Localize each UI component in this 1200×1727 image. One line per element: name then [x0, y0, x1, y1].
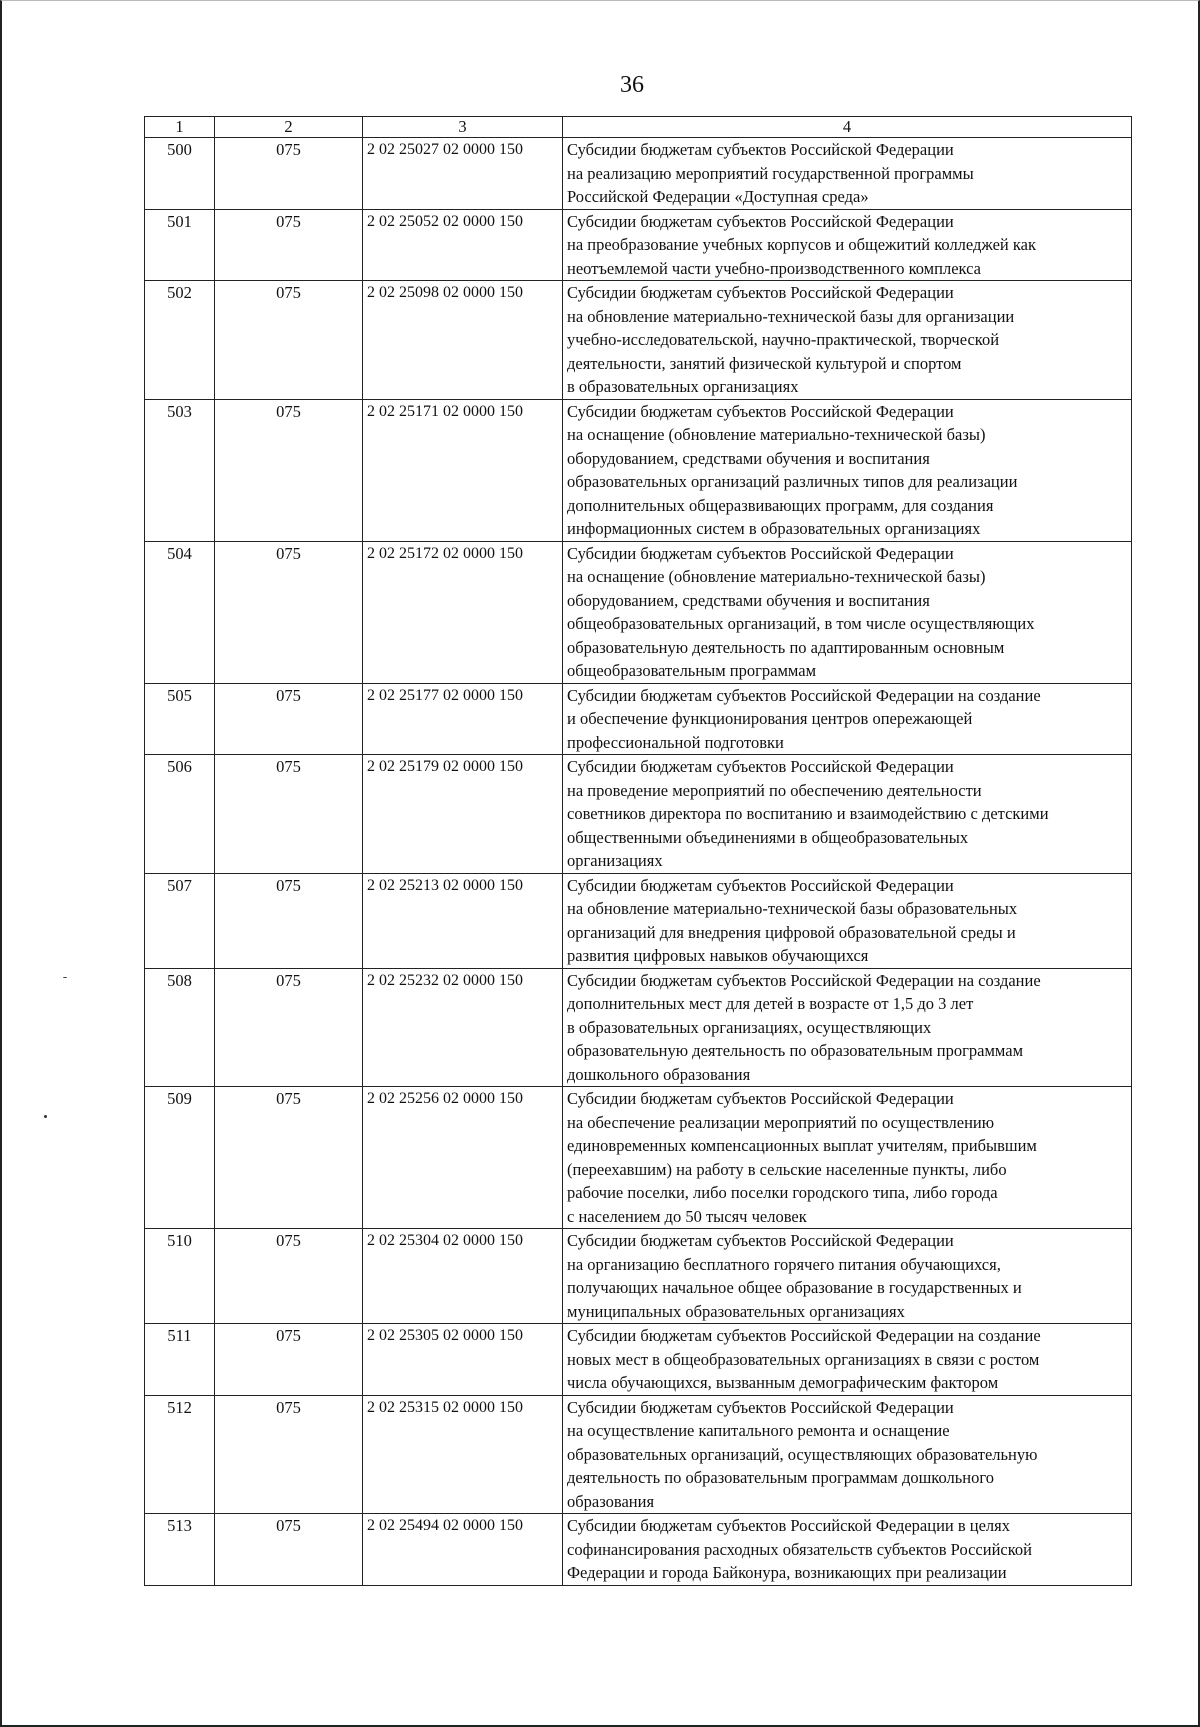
table-row	[145, 873, 1132, 968]
description-line: в образовательных организациях, осуществляющих	[567, 1017, 932, 1037]
description-line: информационных систем в образовательных организациях	[567, 519, 981, 538]
description-line: деятельность по образовательным программам дошкольного	[567, 1468, 994, 1487]
description-line: на проведение мероприятий по обеспечению деятельности	[567, 780, 982, 800]
description-line: на оснащение (обновление материально-технической базы)	[567, 425, 986, 444]
description-line: советников директора по воспитанию и взаимодействию с детскими	[567, 804, 1049, 823]
budget-codes-table	[144, 116, 1132, 1586]
description-line: единовременных компенсационных выплат учителям, прибывшим	[567, 1136, 1037, 1155]
admin-code-cell: 075	[215, 1514, 363, 1586]
table-row	[145, 541, 1132, 683]
description-line: на организацию бесплатного горячего питания обучающихся,	[567, 1254, 1001, 1274]
description-line: общеобразовательным программам	[567, 661, 817, 680]
admin-code-cell: 075	[215, 873, 363, 968]
row-number-cell: 508	[145, 968, 215, 1087]
description-line: софинансирования расходных обязательств субъектов Российской	[567, 1539, 1032, 1559]
description-line: профессиональной подготовки	[567, 732, 784, 752]
description-line: организаций для внедрения цифровой образовательной среды и	[567, 922, 1016, 942]
description-line: Российской Федерации «Доступная среда»	[567, 187, 869, 206]
budget-code-cell: 2 02 25256 02 0000 150	[363, 1087, 563, 1229]
admin-code-cell: 075	[215, 1324, 363, 1396]
description-line: Федерации и города Байконура, возникающих при реализации	[567, 1563, 1007, 1582]
description-line: в образовательных организациях	[567, 377, 799, 396]
table-row	[145, 683, 1132, 755]
budget-code-cell: 2 02 25304 02 0000 150	[363, 1229, 563, 1324]
description-line: оборудованием, средствами обучения и воспитания	[567, 448, 930, 468]
row-number-cell: 507	[145, 873, 215, 968]
admin-code-cell: 075	[215, 683, 363, 755]
row-number-cell: 503	[145, 399, 215, 541]
description-line: образования	[567, 1491, 655, 1511]
admin-code-cell: 075	[215, 138, 363, 210]
row-number-cell: 513	[145, 1514, 215, 1586]
row-number-cell: 509	[145, 1087, 215, 1229]
description-line: деятельности, занятий физической культурой и спортом	[567, 353, 962, 373]
description-line: Субсидии бюджетам субъектов Российской Федерации	[567, 283, 954, 302]
description-line: Субсидии бюджетам субъектов Российской Федерации на создание	[567, 685, 1041, 705]
row-number-cell: 505	[145, 683, 215, 755]
table-row	[145, 1514, 1132, 1586]
description-line: с населением до 50 тысяч человек	[567, 1206, 807, 1226]
description-line: (переехавшим) на работу в сельские населенные пункты, либо	[567, 1159, 1007, 1179]
admin-code-cell: 075	[215, 755, 363, 874]
table-row	[145, 1087, 1132, 1229]
description-line: на обновление материально-технической базы образовательных	[567, 899, 1018, 918]
description-line: развития цифровых навыков обучающихся	[567, 946, 869, 965]
column-header-1: 1	[145, 117, 215, 138]
budget-code-cell: 2 02 25232 02 0000 150	[363, 968, 563, 1087]
table-row	[145, 399, 1132, 541]
row-number-cell: 512	[145, 1395, 215, 1514]
row-number-cell: 506	[145, 755, 215, 874]
admin-code-cell: 075	[215, 399, 363, 541]
description-line: на реализацию мероприятий государственной программы	[567, 163, 974, 183]
description-line: и обеспечение функционирования центров опережающей	[567, 709, 973, 728]
column-header-3: 3	[363, 117, 563, 138]
description-line: муниципальных образовательных организациях	[567, 1301, 905, 1321]
description-line: получающих начальное общее образование в государственных и	[567, 1278, 1022, 1297]
description-line: дополнительных мест для детей в возрасте от 1,5 до 3 лет	[567, 994, 974, 1013]
description-cell	[563, 683, 1132, 755]
admin-code-cell: 075	[215, 1087, 363, 1229]
table-row	[145, 755, 1132, 874]
budget-code-cell: 2 02 25027 02 0000 150	[363, 138, 563, 210]
description-line: Субсидии бюджетам субъектов Российской Федерации в целях	[567, 1516, 1011, 1535]
description-cell	[563, 1514, 1132, 1586]
description-line: Субсидии бюджетам субъектов Российской Федерации	[567, 1231, 954, 1250]
admin-code-cell: 075	[215, 209, 363, 281]
admin-code-cell: 075	[215, 1395, 363, 1514]
row-number-cell: 501	[145, 209, 215, 281]
row-number-cell: 504	[145, 541, 215, 683]
description-cell	[563, 1229, 1132, 1324]
description-line: оборудованием, средствами обучения и воспитания	[567, 590, 930, 610]
description-line: Субсидии бюджетам субъектов Российской Федерации на создание	[567, 1326, 1041, 1345]
admin-code-cell: 075	[215, 541, 363, 683]
table-row	[145, 968, 1132, 1087]
column-header-4: 4	[563, 117, 1132, 138]
description-line: неотъемлемой части учебно-производственного комплекса	[567, 258, 981, 278]
admin-code-cell: 075	[215, 1229, 363, 1324]
description-line: образовательную деятельность по образовательным программам	[567, 1041, 1024, 1060]
description-cell	[563, 138, 1132, 210]
description-line: на осуществление капитального ремонта и оснащение	[567, 1421, 950, 1440]
description-line: дошкольного образования	[567, 1064, 751, 1084]
description-cell	[563, 209, 1132, 281]
table-row	[145, 1395, 1132, 1514]
description-line: на обновление материально-технической базы для организации	[567, 306, 1015, 326]
table-row	[145, 209, 1132, 281]
description-line: на оснащение (обновление материально-технической базы)	[567, 567, 986, 586]
table-row	[145, 281, 1132, 400]
description-cell	[563, 281, 1132, 400]
description-cell	[563, 873, 1132, 968]
description-line: образовательных организаций, осуществляющих образовательную	[567, 1444, 1038, 1464]
description-line: организациях	[567, 851, 663, 870]
description-line: учебно-исследовательской, научно-практической, творческой	[567, 330, 1000, 349]
description-cell	[563, 541, 1132, 683]
description-cell	[563, 1324, 1132, 1396]
description-line: Субсидии бюджетам субъектов Российской Федерации на создание	[567, 970, 1041, 990]
description-line: Субсидии бюджетам субъектов Российской Федерации	[567, 1089, 954, 1108]
description-cell	[563, 968, 1132, 1087]
table-row	[145, 138, 1132, 210]
description-line: новых мест в общеобразовательных организациях в связи с ростом	[567, 1349, 1040, 1369]
description-line: рабочие поселки, либо поселки городского типа, либо города	[567, 1183, 998, 1202]
admin-code-cell: 075	[215, 281, 363, 400]
budget-code-cell: 2 02 25494 02 0000 150	[363, 1514, 563, 1586]
page-number: 36	[620, 72, 644, 98]
description-cell	[563, 399, 1132, 541]
description-cell	[563, 1395, 1132, 1514]
budget-code-cell: 2 02 25098 02 0000 150	[363, 281, 563, 400]
description-line: Субсидии бюджетам субъектов Российской Федерации	[567, 401, 954, 421]
description-line: образовательную деятельность по адаптированным основным	[567, 637, 1005, 657]
budget-code-cell: 2 02 25179 02 0000 150	[363, 755, 563, 874]
description-line: числа обучающихся, вызванным демографическим фактором	[567, 1373, 999, 1392]
description-line: на обеспечение реализации мероприятий по осуществлению	[567, 1112, 995, 1132]
row-number-cell: 500	[145, 138, 215, 210]
description-cell	[563, 1087, 1132, 1229]
budget-code-cell: 2 02 25305 02 0000 150	[363, 1324, 563, 1396]
description-line: Субсидии бюджетам субъектов Российской Федерации	[567, 1397, 954, 1417]
row-number-cell: 502	[145, 281, 215, 400]
description-line: Субсидии бюджетам субъектов Российской Федерации	[567, 140, 954, 159]
description-line: на преобразование учебных корпусов и общежитий колледжей как	[567, 235, 1036, 254]
description-line: Субсидии бюджетам субъектов Российской Федерации	[567, 757, 954, 776]
row-number-cell: 510	[145, 1229, 215, 1324]
scan-dot	[44, 1115, 47, 1118]
description-line: образовательных организаций различных типов для реализации	[567, 472, 1018, 491]
budget-code-cell: 2 02 25315 02 0000 150	[363, 1395, 563, 1514]
row-number-cell: 511	[145, 1324, 215, 1396]
table-row	[145, 1324, 1132, 1396]
description-line: Субсидии бюджетам субъектов Российской Федерации	[567, 875, 954, 895]
budget-code-cell: 2 02 25171 02 0000 150	[363, 399, 563, 541]
table-body	[145, 138, 1132, 1586]
description-cell	[563, 755, 1132, 874]
table-header-row	[145, 117, 1132, 138]
table-row	[145, 1229, 1132, 1324]
budget-code-cell: 2 02 25172 02 0000 150	[363, 541, 563, 683]
description-line: общественными объединениями в общеобразовательных	[567, 827, 969, 847]
description-line: Субсидии бюджетам субъектов Российской Федерации	[567, 543, 954, 563]
description-line: общеобразовательных организаций, в том числе осуществляющих	[567, 614, 1035, 633]
description-line: Субсидии бюджетам субъектов Российской Федерации	[567, 211, 954, 231]
admin-code-cell: 075	[215, 968, 363, 1087]
budget-code-cell: 2 02 25213 02 0000 150	[363, 873, 563, 968]
budget-code-cell: 2 02 25052 02 0000 150	[363, 209, 563, 281]
column-header-2: 2	[215, 117, 363, 138]
scan-dot	[63, 977, 67, 978]
budget-code-cell: 2 02 25177 02 0000 150	[363, 683, 563, 755]
description-line: дополнительных общеразвивающих программ, для создания	[567, 495, 994, 515]
